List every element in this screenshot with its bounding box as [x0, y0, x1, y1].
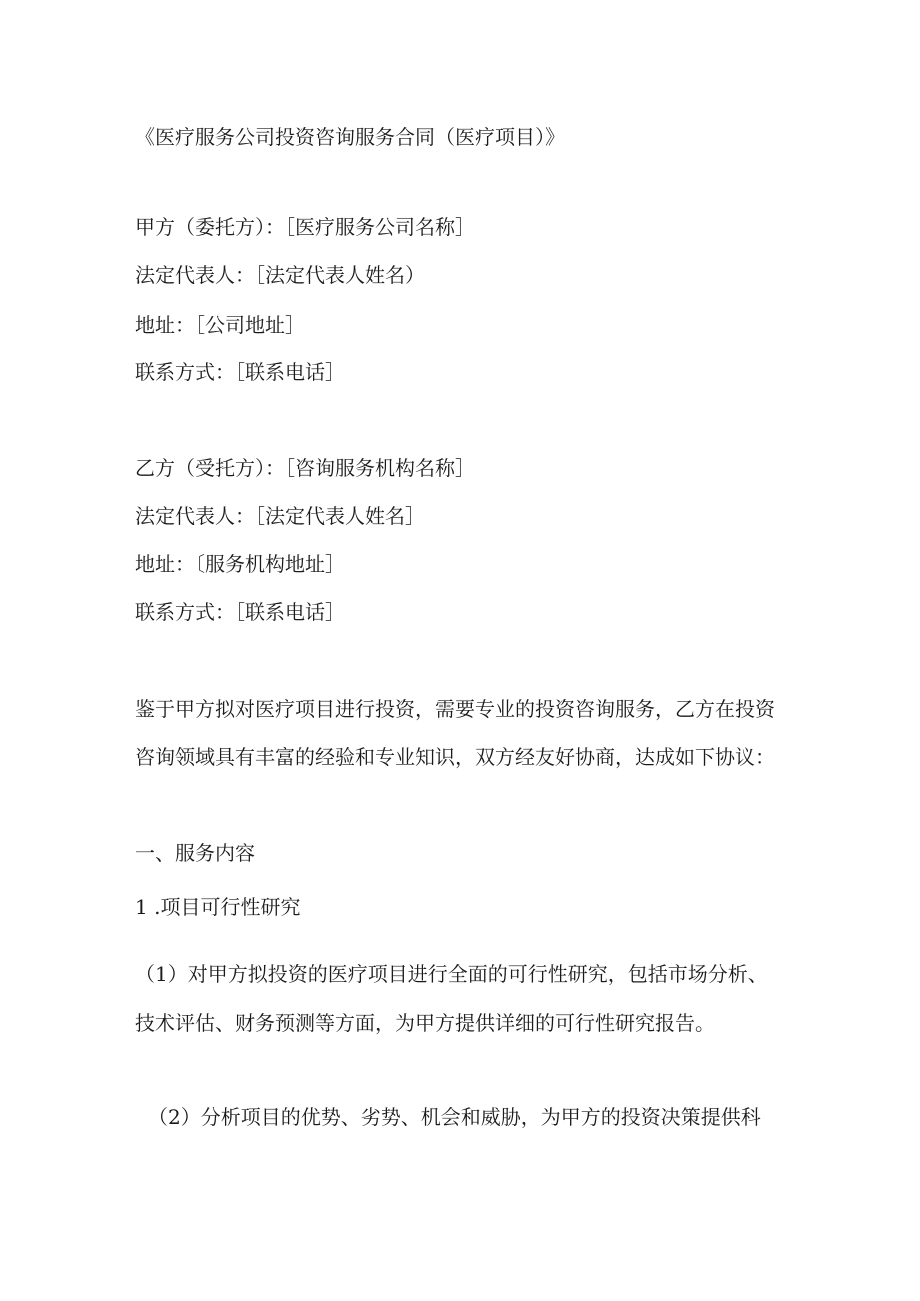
- party-a-representative: 法定代表人：［法定代表人姓名）: [135, 263, 425, 287]
- party-a-contact: 联系方式：［联系电话］: [135, 360, 345, 384]
- party-b-address: 地址：〔服务机构地址］: [135, 552, 345, 576]
- party-a-name: 甲方（委托方）：［医疗服务公司名称］: [135, 215, 475, 239]
- preamble-line: 咨询领域具有丰富的经验和专业知识，双方经友好协商，达成如下协议：: [135, 745, 775, 769]
- document-title: 《医疗服务公司投资咨询服务合同（医疗项目）》: [135, 125, 565, 149]
- party-b-name: 乙方（受托方）：［咨询服务机构名称］: [135, 456, 475, 480]
- preamble-line: 鉴于甲方拟对医疗项目进行投资，需要专业的投资咨询服务，乙方在投资: [135, 697, 775, 721]
- clause-line: 技术评估、财务预测等方面，为甲方提供详细的可行性研究报告。: [135, 1011, 715, 1035]
- party-a-address: 地址：［公司地址］: [135, 313, 305, 337]
- clause-line: （1）对甲方拟投资的医疗项目进行全面的可行性研究，包括市场分析、: [135, 962, 768, 986]
- item-heading: 1 .项目可行性研究: [135, 895, 301, 919]
- party-b-contact: 联系方式：［联系电话］: [135, 600, 345, 624]
- clause-line: （2）分析项目的优势、劣势、机会和威胁，为甲方的投资决策提供科: [148, 1105, 761, 1129]
- party-b-representative: 法定代表人：［法定代表人姓名］: [135, 504, 425, 528]
- section-heading: 一、服务内容: [135, 841, 255, 865]
